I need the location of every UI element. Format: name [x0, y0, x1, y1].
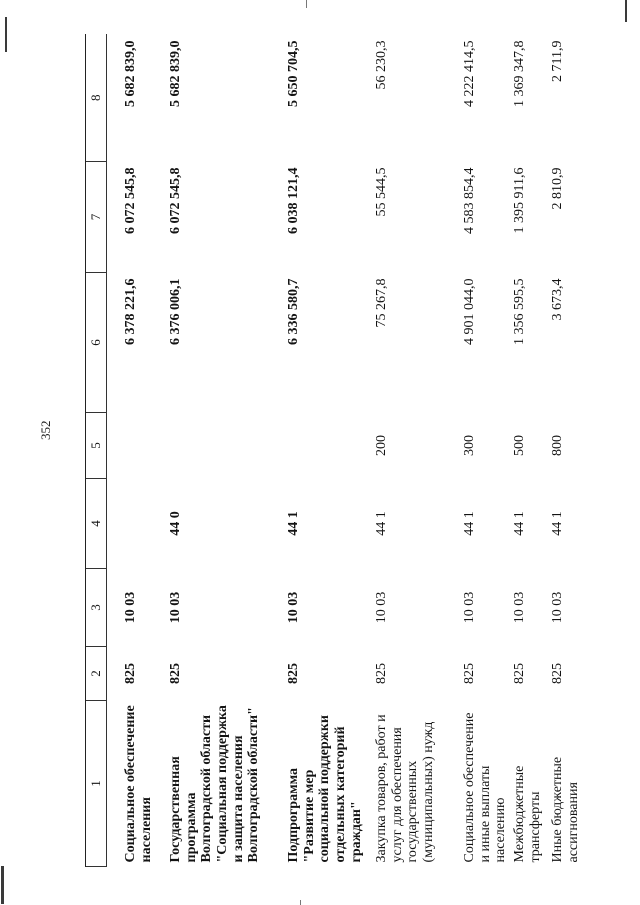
ministry-code: 825: [462, 663, 477, 684]
program-code: 44 1: [374, 511, 389, 536]
amount-col6: 1 356 595,5: [512, 278, 527, 345]
amount-col6: 75 267,8: [374, 278, 389, 328]
ministry-code: 825: [123, 663, 138, 684]
expense-type-code: [168, 413, 286, 479]
scan-mark: [625, 0, 627, 22]
column-header: 7: [86, 162, 107, 273]
program-code: 44 1: [550, 511, 565, 536]
section-code: 10 03: [550, 591, 565, 624]
scan-mark: [1, 866, 4, 904]
expense-type-code: [286, 413, 374, 479]
amount-col8: 5 682 839,0: [168, 40, 183, 107]
amount-col8: 4 222 414,5: [462, 40, 477, 107]
column-header: 4: [86, 479, 107, 569]
scan-mark: [306, 0, 307, 8]
amount-col7: 55 544,5: [374, 167, 389, 217]
amount-col7: 6 072 545,8: [123, 167, 138, 234]
scan-mark: [5, 17, 7, 52]
program-code: 44 1: [286, 511, 301, 536]
table-header-row: [86, 35, 107, 867]
section-code: 10 03: [123, 591, 138, 624]
table-row: [107, 35, 169, 867]
table-row: [462, 35, 512, 867]
column-header: 8: [86, 35, 107, 162]
column-header: 3: [86, 569, 107, 647]
column-header: 2: [86, 647, 107, 701]
budget-table: [85, 35, 592, 868]
amount-col6: 6 378 221,6: [123, 278, 138, 345]
amount-col7: 2 810,9: [550, 167, 565, 210]
section-code: 10 03: [462, 591, 477, 624]
ministry-code: 825: [512, 663, 527, 684]
amount-col7: 6 072 545,8: [168, 167, 183, 234]
amount-col8: 1 369 347,8: [512, 40, 527, 107]
row-name: Государственная программа Волгоградской области "Социальная поддержка и защита населения Волгоградской области": [168, 705, 262, 863]
amount-col7: 4 583 854,4: [462, 167, 477, 234]
amount-col6: 6 376 006,1: [168, 278, 183, 345]
column-header: 6: [86, 273, 107, 413]
table-row: [168, 35, 286, 867]
expense-type-code: 500: [512, 435, 527, 456]
row-name: Подпрограмма "Развитие мер социальной поддержки отдельных категорий граждан": [286, 715, 364, 863]
program-code: 44 1: [462, 511, 477, 536]
row-name: Иные бюджетные ассигнования: [550, 756, 581, 863]
section-code: 10 03: [374, 591, 389, 624]
rotated-table-container: [85, 35, 585, 867]
expense-type-code: 800: [550, 435, 565, 456]
expense-type-code: 200: [374, 435, 389, 456]
section-code: 10 03: [512, 591, 527, 624]
scan-mark: [300, 900, 301, 905]
amount-col7: 1 395 911,6: [512, 167, 527, 234]
row-name: Закупка товаров, работ и услуг для обеспечения государственных (муниципальных) нужд: [374, 714, 437, 863]
table-row: [374, 35, 462, 867]
program-code: [107, 479, 169, 569]
amount-col8: 2 711,9: [550, 40, 565, 82]
amount-col8: 5 682 839,0: [123, 40, 138, 107]
ministry-code: 825: [286, 663, 301, 684]
row-name: Социальное обеспечение и иные выплаты населению: [462, 712, 509, 863]
amount-col7: 6 038 121,4: [286, 167, 301, 234]
table-row: [286, 35, 374, 867]
program-code: 44 1: [512, 511, 527, 536]
section-code: 10 03: [286, 591, 301, 624]
amount-col8: 56 230,3: [374, 40, 389, 90]
amount-col6: 4 901 044,0: [462, 278, 477, 345]
page-number: 352: [38, 420, 53, 440]
section-code: 10 03: [168, 591, 183, 624]
row-name: Межбюджетные трансферты: [512, 765, 543, 863]
column-header: 1: [86, 701, 107, 867]
ministry-code: 825: [374, 663, 389, 684]
ministry-code: 825: [168, 663, 183, 684]
expense-type-code: 300: [462, 435, 477, 456]
expense-type-code: [107, 413, 169, 479]
ministry-code: 825: [550, 663, 565, 684]
amount-col6: 3 673,4: [550, 278, 565, 321]
column-header: 5: [86, 413, 107, 479]
amount-col8: 5 650 704,5: [286, 40, 301, 107]
row-name: Социальное обеспечение населения: [123, 705, 154, 863]
table-row: [550, 35, 592, 867]
amount-col6: 6 336 580,7: [286, 278, 301, 345]
table-row: [512, 35, 550, 867]
program-code: 44 0: [168, 511, 183, 536]
